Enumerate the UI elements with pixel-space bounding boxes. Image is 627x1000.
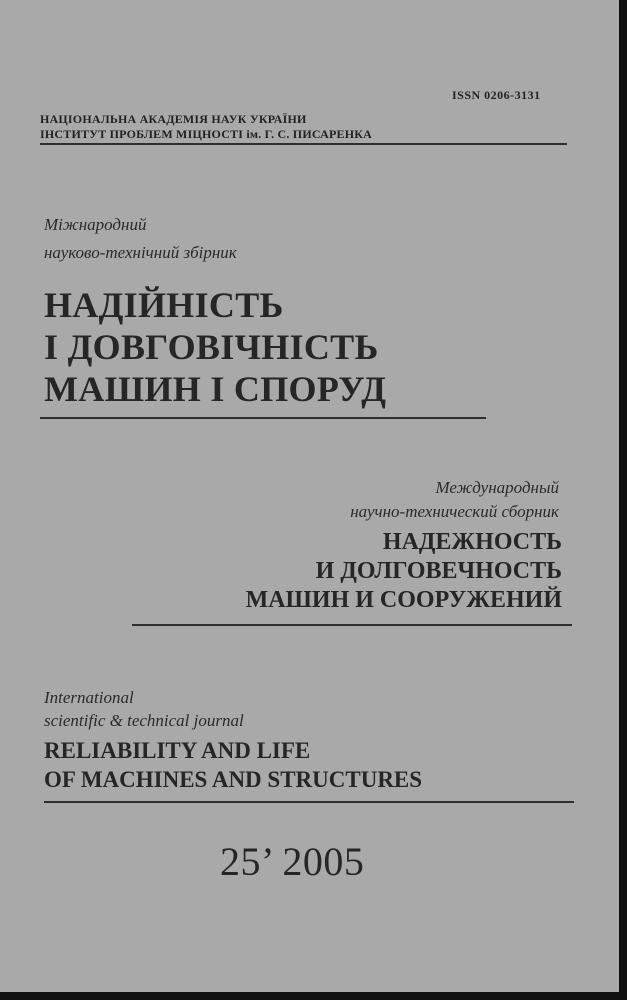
issn-number: ISSN 0206-3131 (452, 88, 541, 102)
organization-line-1: НАЦІОНАЛЬНА АКАДЕМІЯ НАУК УКРАЇНИ (40, 112, 307, 126)
english-subtitle-line-1: International (44, 688, 134, 707)
russian-title-line-3: МАШИН И СООРУЖЕНИЙ (245, 587, 562, 613)
russian-title-rule (132, 624, 572, 626)
issue-number-year: 25’ 2005 (220, 839, 365, 884)
russian-title-line-1: НАДЕЖНОСТЬ (382, 529, 562, 555)
ukrainian-title-rule (40, 417, 486, 419)
ukrainian-title-line-2: І ДОВГОВІЧНІСТЬ (44, 327, 379, 367)
organization-line-2: ІНСТИТУТ ПРОБЛЕМ МІЦНОСТІ ім. Г. С. ПИСАРЕНКА (40, 127, 373, 141)
english-title-line-1: RELIABILITY AND LIFE (44, 738, 311, 763)
ukrainian-title-line-1: НАДІЙНІСТЬ (44, 285, 284, 325)
english-title-rule (44, 801, 574, 803)
organization-rule (40, 143, 567, 145)
russian-subtitle-line-2: научно-технический сборник (350, 502, 559, 521)
russian-title-line-2: И ДОЛГОВЕЧНОСТЬ (315, 558, 562, 584)
ukrainian-subtitle-line-2: науково-технічний збірник (44, 243, 237, 262)
ukrainian-subtitle-line-1: Міжнародний (44, 215, 147, 234)
russian-subtitle-line-1: Международный (435, 478, 559, 497)
ukrainian-title-line-3: МАШИН І СПОРУД (44, 369, 387, 409)
english-title-line-2: OF MACHINES AND STRUCTURES (44, 767, 423, 792)
english-subtitle-line-2: scientific & technical journal (44, 711, 244, 730)
